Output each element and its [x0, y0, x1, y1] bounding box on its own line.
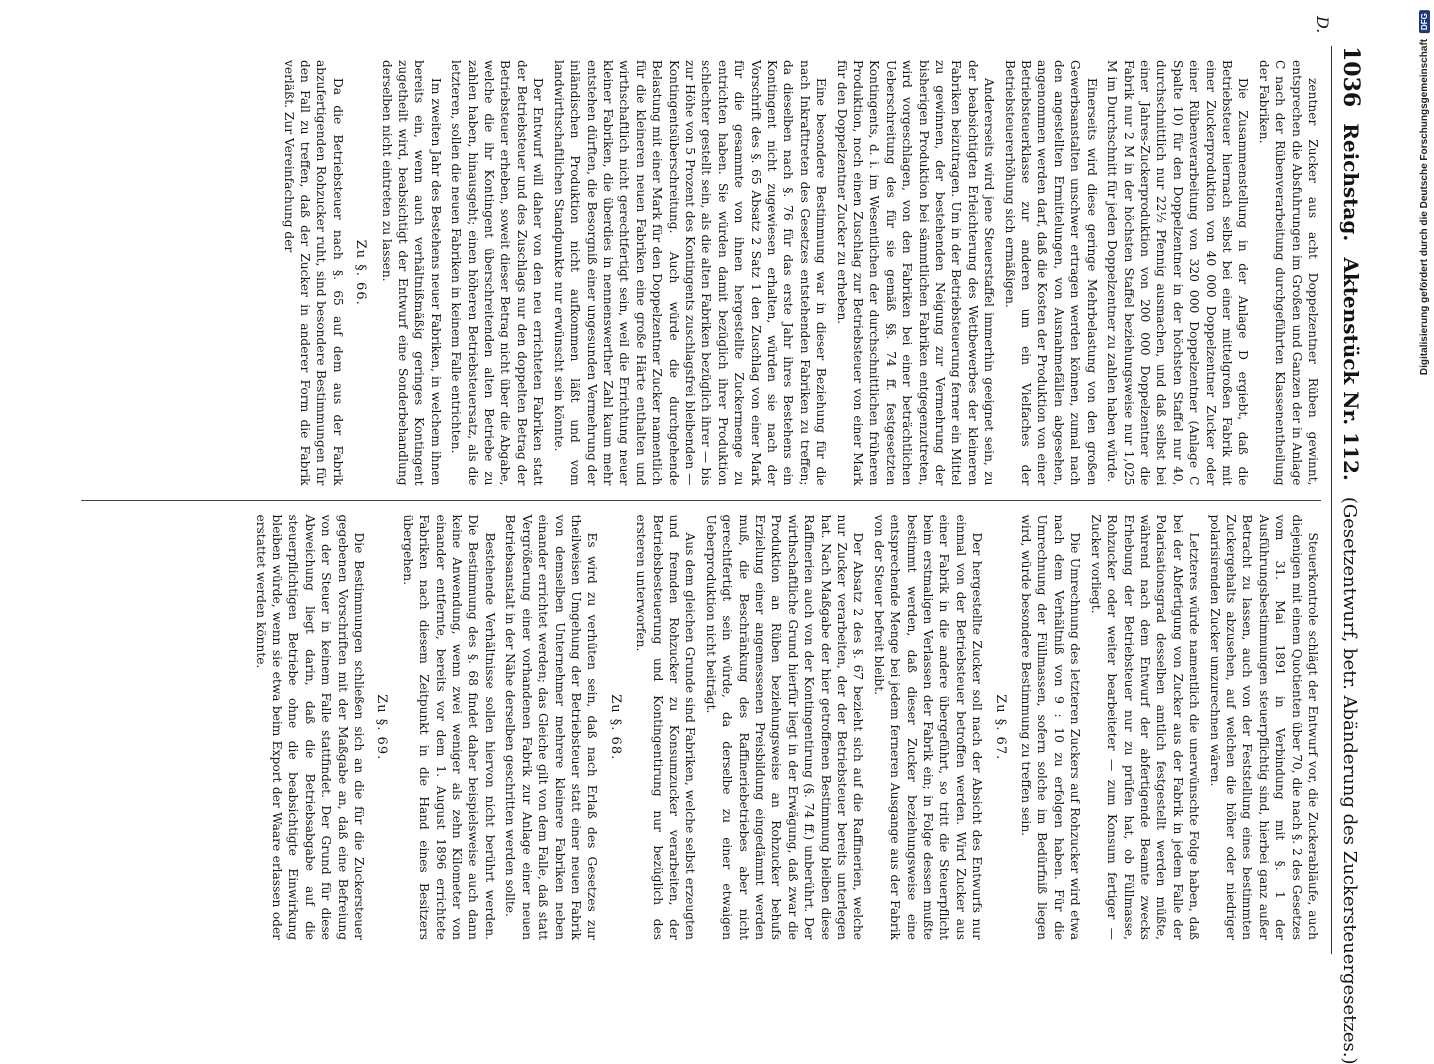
paragraph: Im zweiten Jahr des Bestehens neuer Fabriken, in welchem ihnen bereits ein, wenn auch verhältnißmäßig geringes Kontingent zugetheilt wird, beabsichtigt der Entwurf eine Sonderbehandlung derselben nicht eintreten zu lassen.: [379, 60, 443, 486]
paragraph: Andererseits wird jene Steuerstaffel immerhin geeignet sein, zu der beabsichtigten Erleichterung des Wettbewerbes der kleineren Fabriken beizutragen. Um in der Betriebsteuerung ferner ein Mittel zu gewinnen, der bestehenden Neigung zur Vermehrung der bisherigen Produktion bei sämmtlichen Fabriken entgegenzutreten, wird vorgeschlagen, von den Fabriken bei einer beträchtlichen Ueberschreitung des für sie gemäß §§. 74 ff. festgesetzten Kontingents, d. i. im Wesentlichen der durchschnittlichen früheren Produktion, noch einen Zuschlag zur Betriebsteuer von einer Mark für den Doppelzentner Zucker zu erheben.: [834, 60, 997, 486]
page-header: [1331, 46, 1364, 1064]
header-title: Reichstag.: [1339, 123, 1363, 242]
section-heading: Zu §. 68.: [607, 694, 623, 761]
section-heading: Zu §. 69.: [374, 694, 390, 761]
header-subtitle: (Gesetzentwurf, betr. Abänderung des Zuckersteuergesetzes.): [1339, 496, 1360, 1064]
margin-annotation: D.: [1313, 16, 1332, 34]
header-document: Aktenstück Nr. 112.: [1339, 257, 1363, 481]
paragraph: Letzteres würde namentlich die unerwünschte Folge haben, daß bei der Abfertigung von Zucker aus der Fabrik in jedem Falle der Polarisationsgrad desselben amtlich festgestellt werden müßte, während nach dem Entwurf der abfertigende Beamte zwecks Erhebung der Betriebsteuer nur zu prüfen hat, ob Füllmasse, Rohzucker oder weiter bearbeiteter — zum Konsum fertiger — Zucker vorliegt.: [1088, 514, 1202, 940]
paragraph: Die Zusammenstellung in der Anlage D ergiebt, daß die Betriebsteuer hiernach selbst bei einer mittelgroßen Fabrik mit einer Zuckerproduktion von 40 000 Doppelzentner Zucker oder einer Rübenverarbeitung von 320 000 Doppelzentner (Anlage C Spalte 10) für den Doppelzentner in der höchsten Staffel nur 40, durchschnittlich nur 22½ Pfennig ausmachen, und daß selbst bei einer Jahres-Zuckerproduktion von 200 000 Doppelzentner die Fabrik nur 2 M in der höchsten Staffel beziehungsweise nur 1,025 M im Durchschnitt für jeden Doppelzentner zu zahlen haben würde.: [1105, 60, 1251, 486]
paragraph: Steuerkontrole schlägt der Entwurf vor, die Zuckerabläufe, auch diejenigen mit einem Quotienten über 70, die nach §. 2 des Gesetzes vom 31. Mai 1891 in Verbindung mit §. 1 der Ausführungsbestimmungen steuerpflichtig sind, hierbei ganz außer Betracht zu lassen, auch von der Feststellung eines bestimmten Zuckergehalts abzusehen, auf welchen die höher oder niedriger polarisirenden Zucker umzurechnen wären.: [1207, 514, 1320, 940]
paragraph: Die Bestimmungen schließen sich an die für die Zuckersteuer gegebenen Vorschriften mit der Maßgabe an, daß eine Befreiung von der Steuer in keinem Falle stattfindet. Der Grund für diese Abweichung liegt darin, daß die Betriebsabgabe auf die steuerpflichtigen Betriebe ohne die beabsichtigte Einwirkung bleiben würde, wenn sie etwa beim Export der Waare erlassen oder erstattet werden könnte.: [253, 514, 367, 940]
credit-text: Digitalisierung gefördert durch die Deutsche Forschungsgemeinschaft: [1419, 38, 1430, 376]
paragraph: Bestehende Verhältnisse sollen hiervon nicht berührt werden. Die Bestimmung des §. 68 findet daher beispielsweise auch dann keine Anwendung, wenn zwei weniger als zehn Kilometer von einander entfernte, bereits vor dem 1. August 1896 errichtete Fabriken nach diesem Zeitpunkt in die Hand eines Besitzers übergehen.: [400, 514, 497, 940]
digitization-credit: [1419, 10, 1430, 375]
paragraph: Aus dem gleichen Grunde sind Fabriken, welche selbst erzeugten und fremden Rohzucker zu Konsumzucker verarbeiten, der Betriebsbesteuerung und Kontingentirung nur bezüglich des ersteren unterworfen.: [634, 514, 698, 940]
section-heading: Zu §. 66.: [353, 239, 369, 306]
paragraph: Der hergestellte Zucker soll nach der Absicht des Entwurfs nur einmal von der Betriebsteuer betroffen werden. Wird Zucker aus einer Fabrik in die andere übergeführt, so tritt die Steuerpflicht beim erstmaligen Verlassen der Fabrik ein; in Folge dessen mußte bestimmt werden, daß dieser Zucker beziehungsweise eine entsprechende Menge bei jedem ferneren Ausgange aus der Fabrik von der Steuer befreit bleibt.: [871, 514, 985, 940]
paragraph: Der Entwurf will daher von den neu errichteten Fabriken statt der Betriebsteuer und des Zuschlags nur den doppelten Betrag der Betriebsteuer erheben, soweit dieser Betrag nicht über die Abgabe, welche die ihr Kontingent überschreitenden alten Betriebe zu zahlen haben, hinausgeht; einen höheren Betriebsteuersatz, als die letzteren, sollen die neuen Fabriken in keinem Falle entrichten.: [449, 60, 546, 486]
paragraph: Die Umrechnung des letzteren Zuckers auf Rohzucker wird etwa nach dem Verhältniß von 9 : 10 zu erfolgen haben. Für die Umrechnung der Füllmassen, sofern solche im Bedürfniß liegen wird, würde besondere Bestimmung zu treffen sein.: [1019, 514, 1083, 940]
text-columns: [81, 46, 1321, 954]
paragraph: Eine besondere Bestimmung war in dieser Beziehung für die nach Inkrafttreten des Gesetzes entstehenden Fabriken zu treffen; da dieselben nach §. 76 für das erste Jahr ihres Bestehens ein Kontingent nicht zugewiesen erhalten, würden sie nach der Vorschrift des §. 65 Absatz 2 Satz 1 den Zuschlag von einer Mark für die gesammte von ihnen hergestellte Zuckermenge zu entrichten haben. Sie würden damit bezüglich ihrer Produktion schlechter gestellt sein, als die alten Fabriken bezüglich ihrer — bis zur Höhe von 5 Prozent des Kontingents zuschlagsfrei bleibenden — Kontingentsüberschreitung. Auch würde die durchgehende Belastung mit einer Mark für den Doppelzentner Zucker namentlich für die kleineren neuen Fabriken eine große Härte enthalten und wirthschaftlich nicht gerechtfertigt sein, weil die Errichtung neuer kleiner Fabriken, die überdies in nennenswerther Zahl kaum mehr entstehen dürften, die Besorgniß einer ungesunden Vermehrung der inländischen Produktion nicht aufkommen läßt und vom landwirthschaftlichen Standpunkte nur erwünscht sein könnte.: [551, 60, 829, 486]
section-heading: Zu §. 67.: [992, 694, 1008, 761]
paragraph: Es wird zu verhüten sein, daß nach Erlaß des Gesetzes zur theilweisen Umgehung der Betriebsteuer statt einer neuen Fabrik von demselben Unternehmer mehrere kleinere Fabriken neben einander errichtet werden; das Gleiche gilt von dem Falle, daß statt Vergrößerung einer vorhandenen Fabrik zur Anlage einer neuen Betriebsanstalt in der Nähe derselben geschritten werden sollte.: [503, 514, 600, 940]
paragraph: zentner Zucker aus acht Doppelzentner Rüben gewinnt, entsprechen die Absfuhrungen im Großen und Ganzen der in Anlage C nach der Rübenverarbeitung durchgeführten Klassenentheilung der Fabriken.: [1256, 60, 1320, 486]
document-page: [52, 16, 1382, 1064]
page-number: 1036: [1338, 46, 1364, 108]
paragraph: Der Absatz 2 des §. 67 bezieht sich auf die Raffinerien, welche nur Zucker verarbeiten, der der Betriebsteuer bereits unterlegen hat. Nach Maßgabe der hier getroffenen Bestimmung bleiben diese Raffinerien auch von der Kontingentirung (§. 74 ff.) unberührt. Der wirthschaftliche Grund hierfür liegt in der Erwägung, daß zwar die Produktion an Rüben beziehungsweise an Rohzucker behufs Erzielung einer angemessenen Preisbildung eingedämmt werden muß, die Beschränkung des Raffineriebetriebes aber nicht gerechtfertigt sein würde, da derselbe zu einer etwaigen Ueberproduktion nicht beiträgt.: [703, 514, 866, 940]
paragraph: Da die Betriebsteuer nach §. 65 auf dem aus der Fabrik abzufertigenden Rohzucker ruht, sind besondere Bestimmungen für den Fall zu treffen, daß der Zucker in anderer Form die Fabrik verläßt. Zur Vereinfachung der: [281, 60, 345, 486]
left-column: [81, 46, 1321, 500]
right-column: [81, 500, 1321, 955]
dfg-logo: DFG: [1419, 10, 1430, 33]
paragraph: Einerseits wird diese geringe Mehrbelastung von den großen Gewerbsanstalten unschwer ertragen werden können, zumal nach den angestellten Ermittelungen, von Ausnahmefällen abgesehen, angenommen werden darf, daß die Kosten der Produktion von einer Betriebsteuerklasse zur anderen um ein Vielfaches der Betriebsteuererhöhung sich ermäßigen.: [1002, 60, 1099, 486]
